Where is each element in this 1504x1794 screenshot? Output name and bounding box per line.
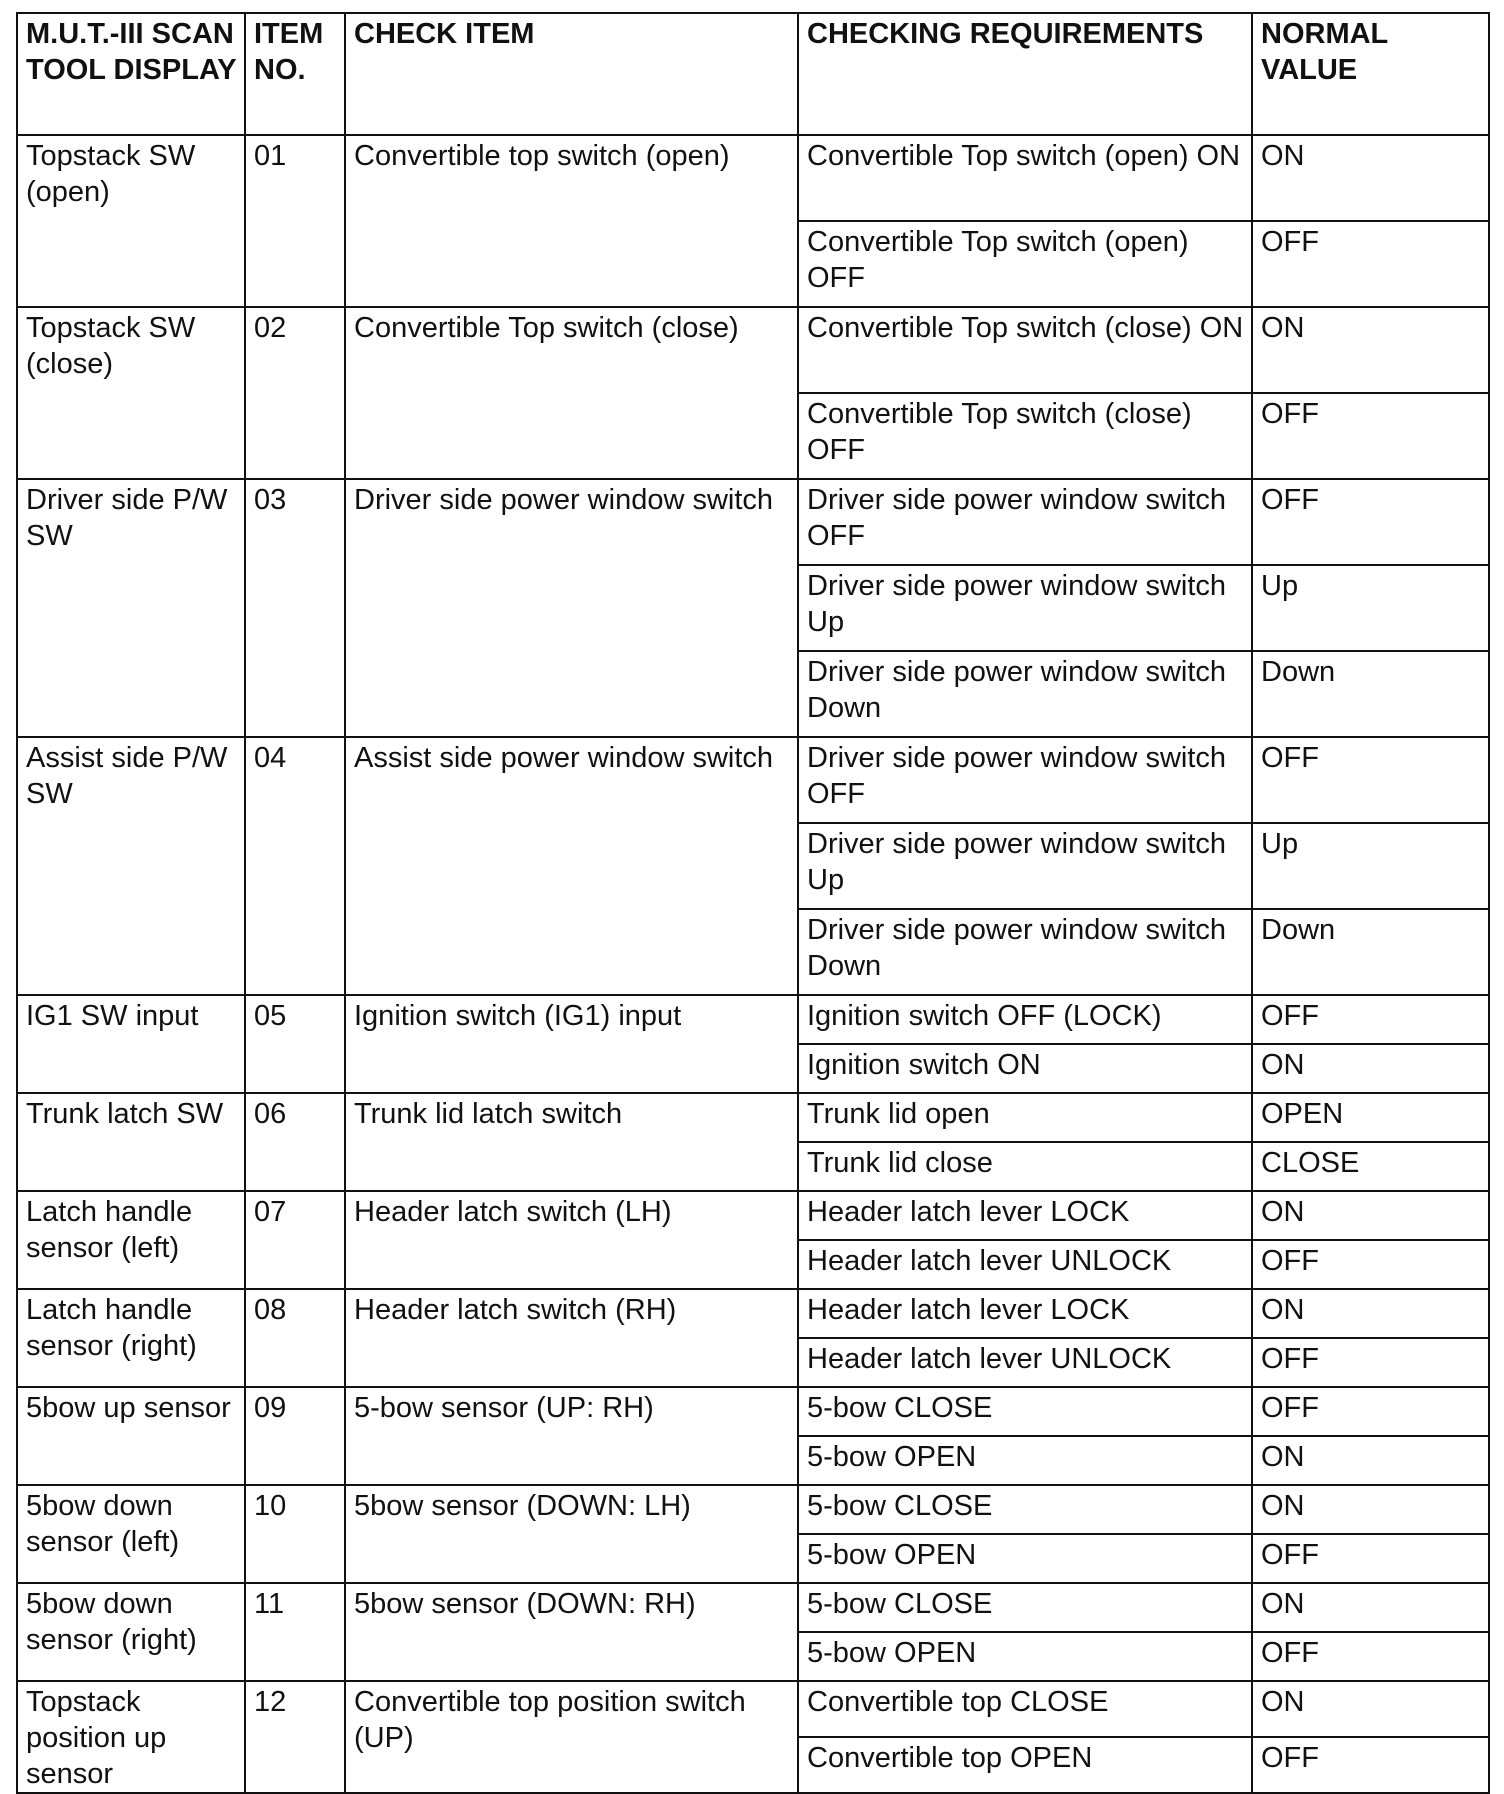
cell-check-item: 5-bow sensor (UP: RH) bbox=[345, 1387, 798, 1485]
cell-normal-value: ON bbox=[1252, 1436, 1489, 1485]
cell-checking-requirement: Ignition switch ON bbox=[798, 1044, 1252, 1093]
cell-checking-requirement: Ignition switch OFF (LOCK) bbox=[798, 995, 1252, 1044]
table-row bbox=[17, 1485, 1489, 1534]
table-row bbox=[17, 1387, 1489, 1436]
cell-item-no: 04 bbox=[245, 737, 345, 995]
cell-scan-tool-display: Latch handle sensor (left) bbox=[17, 1191, 245, 1289]
cell-normal-value: OFF bbox=[1252, 995, 1489, 1044]
cell-scan-tool-display: Topstack position up sensor bbox=[17, 1681, 245, 1793]
cell-check-item: Ignition switch (IG1) input bbox=[345, 995, 798, 1093]
cell-normal-value: OFF bbox=[1252, 1387, 1489, 1436]
cell-item-no: 08 bbox=[245, 1289, 345, 1387]
cell-checking-requirement: Convertible top OPEN bbox=[798, 1737, 1252, 1793]
cell-normal-value: Up bbox=[1252, 565, 1489, 651]
table-row bbox=[17, 479, 1489, 565]
cell-checking-requirement: Convertible Top switch (close) ON bbox=[798, 307, 1252, 393]
table-body bbox=[17, 135, 1489, 1793]
cell-scan-tool-display: Latch handle sensor (right) bbox=[17, 1289, 245, 1387]
table-row bbox=[17, 135, 1489, 221]
cell-item-no: 12 bbox=[245, 1681, 345, 1793]
cell-normal-value: OPEN bbox=[1252, 1093, 1489, 1142]
cell-check-item: Header latch switch (RH) bbox=[345, 1289, 798, 1387]
cell-check-item: 5bow sensor (DOWN: LH) bbox=[345, 1485, 798, 1583]
cell-checking-requirement: Driver side power window switch Up bbox=[798, 565, 1252, 651]
cell-normal-value: CLOSE bbox=[1252, 1142, 1489, 1191]
cell-checking-requirement: Driver side power window switch OFF bbox=[798, 737, 1252, 823]
table-row bbox=[17, 1583, 1489, 1632]
cell-check-item: Convertible top switch (open) bbox=[345, 135, 798, 307]
cell-checking-requirement: Convertible Top switch (open) ON bbox=[798, 135, 1252, 221]
cell-normal-value: OFF bbox=[1252, 737, 1489, 823]
cell-scan-tool-display: Assist side P/W SW bbox=[17, 737, 245, 995]
cell-scan-tool-display: Trunk latch SW bbox=[17, 1093, 245, 1191]
cell-item-no: 09 bbox=[245, 1387, 345, 1485]
cell-scan-tool-display: 5bow up sensor bbox=[17, 1387, 245, 1485]
header-normal-value: NORMAL VALUE bbox=[1252, 13, 1489, 135]
cell-checking-requirement: Convertible Top switch (open) OFF bbox=[798, 221, 1252, 307]
cell-normal-value: OFF bbox=[1252, 221, 1489, 307]
cell-normal-value: Down bbox=[1252, 909, 1489, 995]
cell-normal-value: ON bbox=[1252, 1191, 1489, 1240]
cell-checking-requirement: Convertible Top switch (close) OFF bbox=[798, 393, 1252, 479]
cell-checking-requirement: 5-bow CLOSE bbox=[798, 1387, 1252, 1436]
cell-scan-tool-display: 5bow down sensor (left) bbox=[17, 1485, 245, 1583]
table-row bbox=[17, 307, 1489, 393]
cell-check-item: Convertible top position switch (UP) bbox=[345, 1681, 798, 1793]
cell-checking-requirement: Header latch lever LOCK bbox=[798, 1191, 1252, 1240]
cell-normal-value: OFF bbox=[1252, 1632, 1489, 1681]
cell-normal-value: ON bbox=[1252, 135, 1489, 221]
table-row bbox=[17, 737, 1489, 823]
header-item-no: ITEM NO. bbox=[245, 13, 345, 135]
cell-scan-tool-display: Topstack SW (open) bbox=[17, 135, 245, 307]
cell-checking-requirement: Driver side power window switch Down bbox=[798, 651, 1252, 737]
cell-normal-value: OFF bbox=[1252, 479, 1489, 565]
cell-check-item: Trunk lid latch switch bbox=[345, 1093, 798, 1191]
cell-item-no: 02 bbox=[245, 307, 345, 479]
cell-scan-tool-display: IG1 SW input bbox=[17, 995, 245, 1093]
cell-item-no: 11 bbox=[245, 1583, 345, 1681]
table-row bbox=[17, 995, 1489, 1044]
cell-checking-requirement: Trunk lid close bbox=[798, 1142, 1252, 1191]
cell-item-no: 07 bbox=[245, 1191, 345, 1289]
cell-normal-value: OFF bbox=[1252, 1240, 1489, 1289]
scan-tool-check-table bbox=[16, 12, 1490, 1794]
table-row bbox=[17, 1093, 1489, 1142]
cell-item-no: 05 bbox=[245, 995, 345, 1093]
table-row bbox=[17, 1681, 1489, 1737]
cell-checking-requirement: 5-bow CLOSE bbox=[798, 1485, 1252, 1534]
cell-normal-value: ON bbox=[1252, 1289, 1489, 1338]
cell-normal-value: OFF bbox=[1252, 1534, 1489, 1583]
cell-checking-requirement: Driver side power window switch Up bbox=[798, 823, 1252, 909]
cell-check-item: Assist side power window switch bbox=[345, 737, 798, 995]
header-scan-tool-display: M.U.T.-III SCAN TOOL DISPLAY bbox=[17, 13, 245, 135]
cell-checking-requirement: 5-bow OPEN bbox=[798, 1632, 1252, 1681]
cell-normal-value: ON bbox=[1252, 1583, 1489, 1632]
cell-item-no: 06 bbox=[245, 1093, 345, 1191]
cell-check-item: Convertible Top switch (close) bbox=[345, 307, 798, 479]
cell-normal-value: ON bbox=[1252, 307, 1489, 393]
table-row bbox=[17, 1289, 1489, 1338]
cell-checking-requirement: Header latch lever UNLOCK bbox=[798, 1338, 1252, 1387]
cell-checking-requirement: Driver side power window switch OFF bbox=[798, 479, 1252, 565]
cell-scan-tool-display: Driver side P/W SW bbox=[17, 479, 245, 737]
cell-normal-value: OFF bbox=[1252, 393, 1489, 479]
cell-check-item: 5bow sensor (DOWN: RH) bbox=[345, 1583, 798, 1681]
header-check-item: CHECK ITEM bbox=[345, 13, 798, 135]
cell-item-no: 03 bbox=[245, 479, 345, 737]
cell-normal-value: ON bbox=[1252, 1681, 1489, 1737]
cell-normal-value: OFF bbox=[1252, 1737, 1489, 1793]
cell-checking-requirement: Trunk lid open bbox=[798, 1093, 1252, 1142]
cell-normal-value: Up bbox=[1252, 823, 1489, 909]
table-header-row bbox=[17, 13, 1489, 135]
cell-check-item: Header latch switch (LH) bbox=[345, 1191, 798, 1289]
cell-checking-requirement: Convertible top CLOSE bbox=[798, 1681, 1252, 1737]
cell-normal-value: ON bbox=[1252, 1044, 1489, 1093]
cell-check-item: Driver side power window switch bbox=[345, 479, 798, 737]
cell-checking-requirement: Header latch lever LOCK bbox=[798, 1289, 1252, 1338]
cell-scan-tool-display: 5bow down sensor (right) bbox=[17, 1583, 245, 1681]
cell-normal-value: ON bbox=[1252, 1485, 1489, 1534]
cell-checking-requirement: Driver side power window switch Down bbox=[798, 909, 1252, 995]
cell-checking-requirement: Header latch lever UNLOCK bbox=[798, 1240, 1252, 1289]
cell-item-no: 10 bbox=[245, 1485, 345, 1583]
cell-checking-requirement: 5-bow OPEN bbox=[798, 1436, 1252, 1485]
header-checking-requirements: CHECKING REQUIREMENTS bbox=[798, 13, 1252, 135]
cell-checking-requirement: 5-bow CLOSE bbox=[798, 1583, 1252, 1632]
cell-scan-tool-display: Topstack SW (close) bbox=[17, 307, 245, 479]
table-row bbox=[17, 1191, 1489, 1240]
cell-item-no: 01 bbox=[245, 135, 345, 307]
cell-normal-value: OFF bbox=[1252, 1338, 1489, 1387]
cell-normal-value: Down bbox=[1252, 651, 1489, 737]
cell-checking-requirement: 5-bow OPEN bbox=[798, 1534, 1252, 1583]
